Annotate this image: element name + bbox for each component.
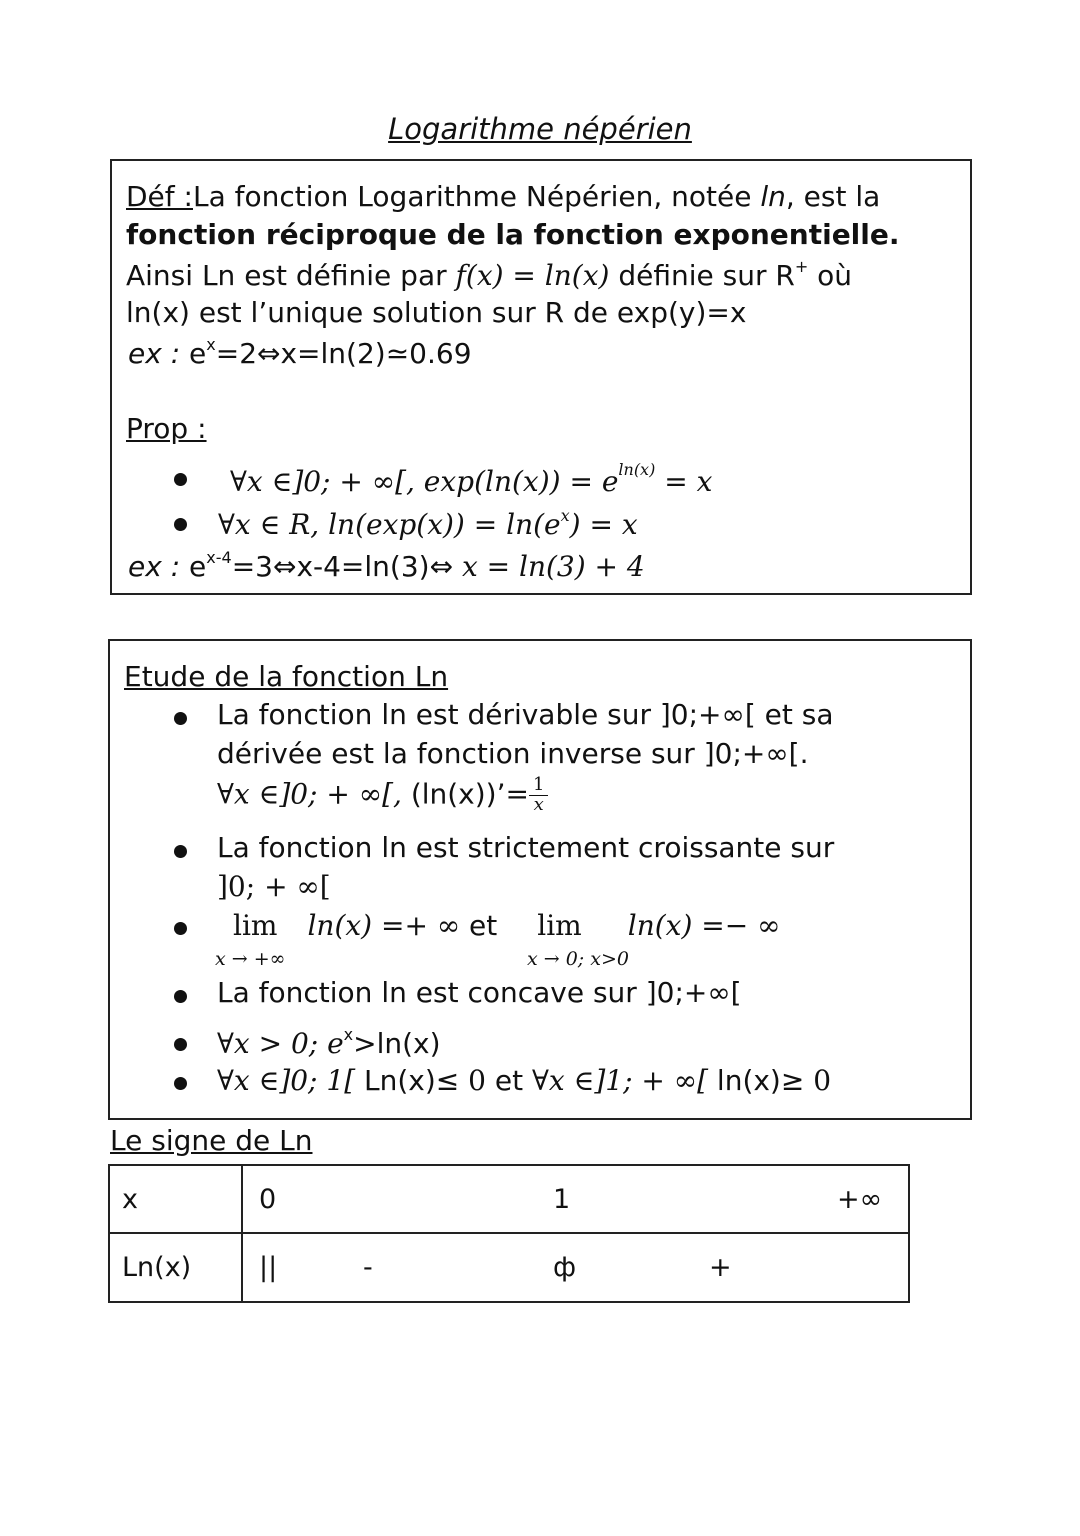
properties-example [128,548,645,584]
definition-example-label: ex : [128,337,181,370]
bullet-icon [174,712,187,725]
study-bullet-4: La fonction ln est concave sur ]0;+∞[ [217,976,742,1009]
bullet-icon [174,1077,187,1090]
fraction-denominator: x [533,793,544,815]
page-title: Logarithme népérien [388,112,692,146]
properties-example-e: e [180,550,207,583]
sign-table-row-ln [109,1233,909,1302]
x-value-0: 0 [259,1184,277,1215]
limit-2-subscript: x → 0; x>0 [527,948,629,970]
definition-line-4: ln(x) est l’unique solution sur R de exp(y)=x [126,296,747,329]
definition-line-3 [126,257,852,293]
properties-example-sup: x-4 [206,548,232,567]
study-bullet-6-m3: ∀x ∈]1; + ∞[ [532,1064,709,1097]
derivative-expr: (ln(x))’= [410,777,529,811]
bullet-icon [174,922,187,935]
study-bullet-6-m4: 0 [813,1064,832,1097]
property-2-sup: x [560,506,570,525]
definition-line-3-math: f(x) = ln(x) [455,259,610,292]
property-2-end: ) = x [569,508,638,541]
study-bullet-2-line-1: La fonction ln est strictement croissante sur [217,831,835,864]
definition-line-3-end: définie sur R [609,259,795,292]
properties-example-b: =3⇔x-4=ln(3)⇔ [231,550,462,583]
study-bullet-1-line-1: La fonction ln est dérivable sur ]0;+∞[ et sa [217,698,834,731]
study-bullet-6-m2: 0 [468,1064,486,1097]
sign-table-cell [242,1165,909,1233]
definition-line-3-sup: + [794,257,809,276]
limit-2-expr: ln(x) [627,909,693,942]
limit-1-expr: ln(x) [307,909,373,942]
study-bullet-1-line-2: dérivée est la fonction inverse sur ]0;+∞[. [217,737,809,770]
bullet-icon [174,473,187,486]
study-bullet-3 [233,909,780,943]
study-bullet-5-sup: x [343,1025,354,1044]
bullet-icon [174,845,187,858]
derivative-fraction [529,776,548,815]
sign-table-cell [109,1165,242,1233]
ln-sign-positive: + [709,1252,732,1283]
row-ln-label: Ln(x) [122,1252,192,1283]
property-1-math: ∀x ∈]0; + ∞[, exp(ln(x)) = e [230,465,619,498]
fraction-numerator: 1 [529,776,548,796]
limit-2-lim: lim [537,909,582,942]
property-2-math: ∀x ∈ R, ln(exp(x)) = ln(e [218,508,561,541]
limit-2-value: =− ∞ [692,909,781,942]
sign-table-row-x [109,1165,909,1233]
study-bullet-6-m1: ∀x ∈]0; 1[ [217,1064,356,1097]
study-bullet-5-end: >ln(x) [353,1027,441,1060]
study-bullet-2-line-2: ]0; + ∞[ [217,870,331,903]
x-value-1: 1 [553,1184,571,1215]
study-heading: Etude de la fonction Ln [124,660,449,693]
property-1 [230,460,712,499]
definition-text-1: La fonction Logarithme Népérien, notée [192,180,761,213]
definition-example-e: e [180,337,207,370]
bullet-icon [174,990,187,1003]
row-x-label: x [122,1184,138,1215]
definition-bold-line: fonction réciproque de la fonction exponentielle. [126,218,900,251]
property-1-end: = x [655,465,713,498]
study-bullet-6-t3: ln(x)≥ [708,1064,814,1097]
x-value-infinity: +∞ [837,1184,883,1215]
definition-example-sup: x [206,335,216,354]
definition-ln-italic: ln [760,180,786,213]
sign-heading: Le signe de Ln [110,1124,313,1157]
ln-forbidden-bar: || [259,1252,278,1283]
definition-example [128,335,472,371]
ln-zero-marker: ф [553,1252,577,1283]
study-bullet-5-math: ∀x > 0; e [217,1027,344,1060]
study-bullet-6-t1: Ln(x)≤ [355,1064,469,1097]
sign-table-cell [242,1233,909,1302]
study-bullet-5 [217,1025,441,1061]
limit-et: et [460,909,498,942]
definition-example-end: =2⇔x=ln(2)≃0.69 [215,337,472,370]
properties-example-math: x = ln(3) + 4 [461,550,645,583]
limit-1-value: =+ ∞ [372,909,461,942]
limit-1-subscript: x → +∞ [215,948,286,970]
definition-line-3-tail: où [808,259,852,292]
sign-table-cell [109,1233,242,1302]
definition-line-3-start: Ainsi Ln est définie par [126,259,456,292]
property-2 [218,506,638,542]
bullet-icon [174,518,187,531]
study-bullet-6 [217,1064,831,1098]
definition-line-1 [126,180,880,214]
definition-text-1-end: , est la [785,180,881,213]
properties-example-label: ex : [128,550,181,583]
definition-label: Déf : [126,180,193,213]
bullet-icon [174,1038,187,1051]
limit-1-lim: lim [233,909,278,942]
study-bullet-1-line-3 [217,776,548,815]
ln-sign-negative: - [363,1252,373,1283]
property-1-sup: ln(x) [618,460,656,479]
study-bullet-6-t2: et [486,1064,533,1097]
properties-label: Prop : [126,412,207,445]
derivative-domain: ∀x ∈]0; + ∞[, [217,777,411,811]
sign-table [108,1164,910,1303]
